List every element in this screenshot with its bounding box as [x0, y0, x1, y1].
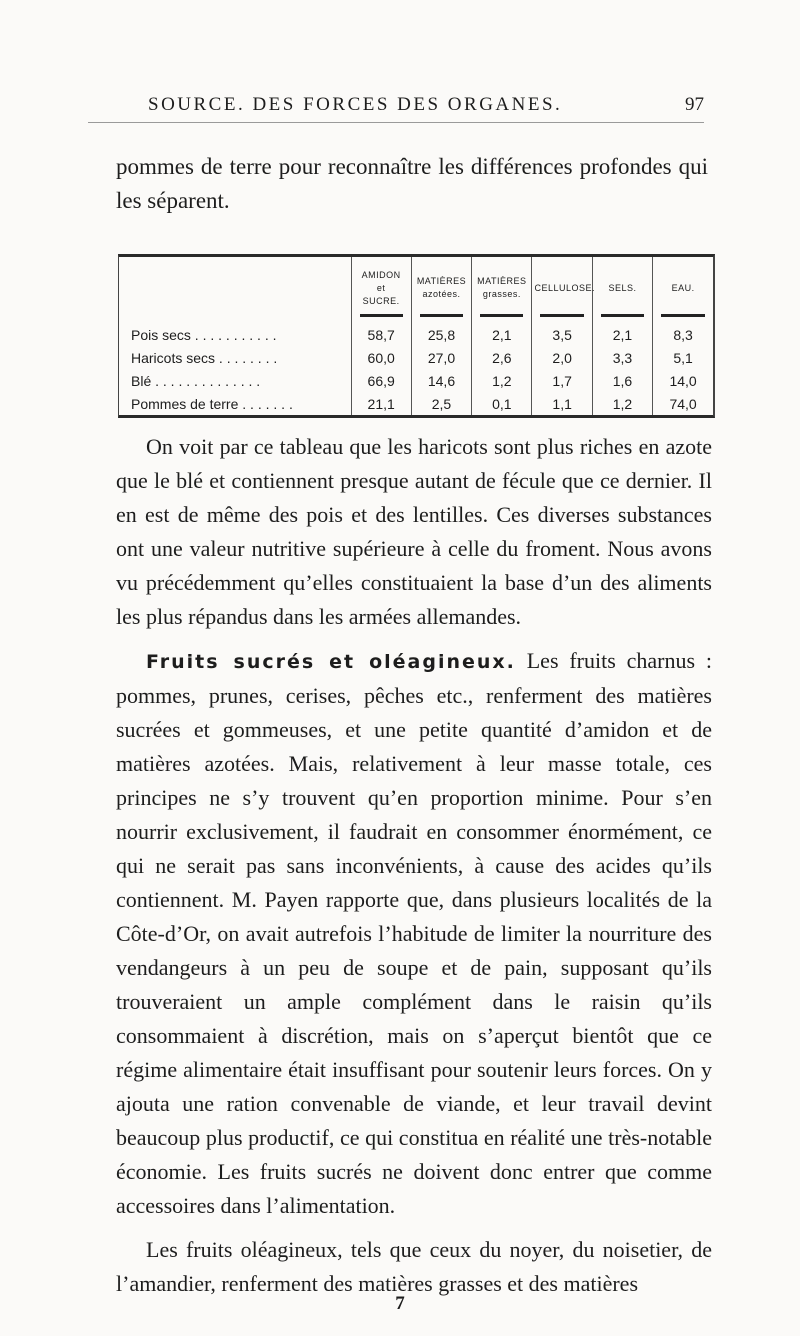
- composition-table: [118, 254, 715, 418]
- column-header: MATIÈRES grasses.: [472, 257, 532, 319]
- table-cell: 2,1: [592, 319, 652, 346]
- table-cell: 2,1: [472, 319, 532, 346]
- paragraph: [116, 644, 712, 1223]
- table-cell: 1,7: [532, 369, 592, 392]
- table-cell: 1,6: [592, 369, 652, 392]
- running-head-title: SOURCE. DES FORCES DES ORGANES.: [148, 94, 563, 115]
- table-corner-cell: [119, 257, 351, 319]
- table-row: [119, 392, 713, 415]
- paragraph-text: Les fruits charnus : pommes, prunes, cerises, pêches etc., renferment des matières sucrées et gommeuses, et une petite quantité d’amidon et de matières azotées. Mais, relativement à leur masse totale, ces principes ne s’y trouvent qu’en proportion minime. Pour s’en nourrir exclusivement, il faudrait en consommer énormément, ce qui ne serait pas sans inconvénients, à cause des acides qu’ils contiennent. M. Payen rapporte que, dans plusieurs localités de la Côte-d’Or, on avait autrefois l’habitude de limiter la nourriture des vendangeurs à un peu de soupe et de pain, supposant qu’ils trouveraient un ample complément dans le raisin qu’ils consommaient à discrétion, mais on s’aperçut bientôt que ce régime alimentaire était insuffisant pour soutenir leurs forces. On y ajouta une ration convenable de viande, et leur travail devint beaucoup plus productif, ce qui constitua en réalité une très-notable économie. Les fruits sucrés ne doivent donc entrer que comme accessoires dans l’alimentation.: [116, 648, 713, 1218]
- column-header: CELLULOSE.: [532, 257, 592, 319]
- column-header: AMIDON et SUCRE.: [351, 257, 411, 319]
- intro-text: pommes de terre pour reconnaître les différences profondes qui les séparent.: [116, 154, 708, 213]
- table-header-row: [119, 257, 713, 319]
- table-cell: 1,2: [472, 369, 532, 392]
- table-cell: 3,5: [532, 319, 592, 346]
- table-row: [119, 369, 713, 392]
- table-cell: 25,8: [411, 319, 471, 346]
- table-cell: 1,2: [592, 392, 652, 415]
- row-label: Blé . . . . . . . . . . . . . .: [131, 372, 261, 389]
- table-row: [119, 346, 713, 369]
- signature-mark: 7: [395, 1293, 405, 1314]
- table-cell: 66,9: [351, 369, 411, 392]
- table-cell: 60,0: [351, 346, 411, 369]
- table-cell: 2,6: [472, 346, 532, 369]
- table-cell: 5,1: [653, 346, 713, 369]
- row-label: Haricots secs . . . . . . . .: [131, 349, 278, 366]
- page-number: 97: [685, 94, 704, 115]
- column-header: MATIÈRES azotées.: [411, 257, 471, 319]
- table-cell: 2,0: [532, 346, 592, 369]
- paragraph: Les fruits oléagineux, tels que ceux du noyer, du noisetier, de l’amandier, renferment des matières grasses et des matières: [116, 1237, 712, 1296]
- section-run-in-heading: Fruits sucrés et oléagineux.: [146, 651, 516, 673]
- column-header: EAU.: [653, 257, 713, 319]
- table-cell: 2,5: [411, 392, 471, 415]
- table-cell: 58,7: [351, 319, 411, 346]
- table-cell: 14,6: [411, 369, 471, 392]
- table-cell: 1,1: [532, 392, 592, 415]
- column-header: SELS.: [592, 257, 652, 319]
- table-row: [119, 319, 713, 346]
- row-label: Pois secs . . . . . . . . . . .: [131, 326, 277, 343]
- table-cell: 21,1: [351, 392, 411, 415]
- row-label: Pommes de terre . . . . . . .: [131, 395, 293, 412]
- table-cell: 3,3: [592, 346, 652, 369]
- table-cell: 0,1: [472, 392, 532, 415]
- table-cell: 74,0: [653, 392, 713, 415]
- paragraph: On voit par ce tableau que les haricots sont plus riches en azote que le blé et contiennent presque autant de fécule que ce dernier. Il en est de même des pois et des lentilles. Ces diverses substances ont une valeur nutritive supérieure à celle du froment. Nous avons vu précédemment qu’elles constituaient la base d’un des aliments les plus répandus dans les armées allemandes.: [116, 434, 712, 629]
- table-cell: 27,0: [411, 346, 471, 369]
- table-cell: 8,3: [653, 319, 713, 346]
- body-text: [116, 430, 712, 1301]
- running-head: [88, 92, 704, 123]
- table-cell: 14,0: [653, 369, 713, 392]
